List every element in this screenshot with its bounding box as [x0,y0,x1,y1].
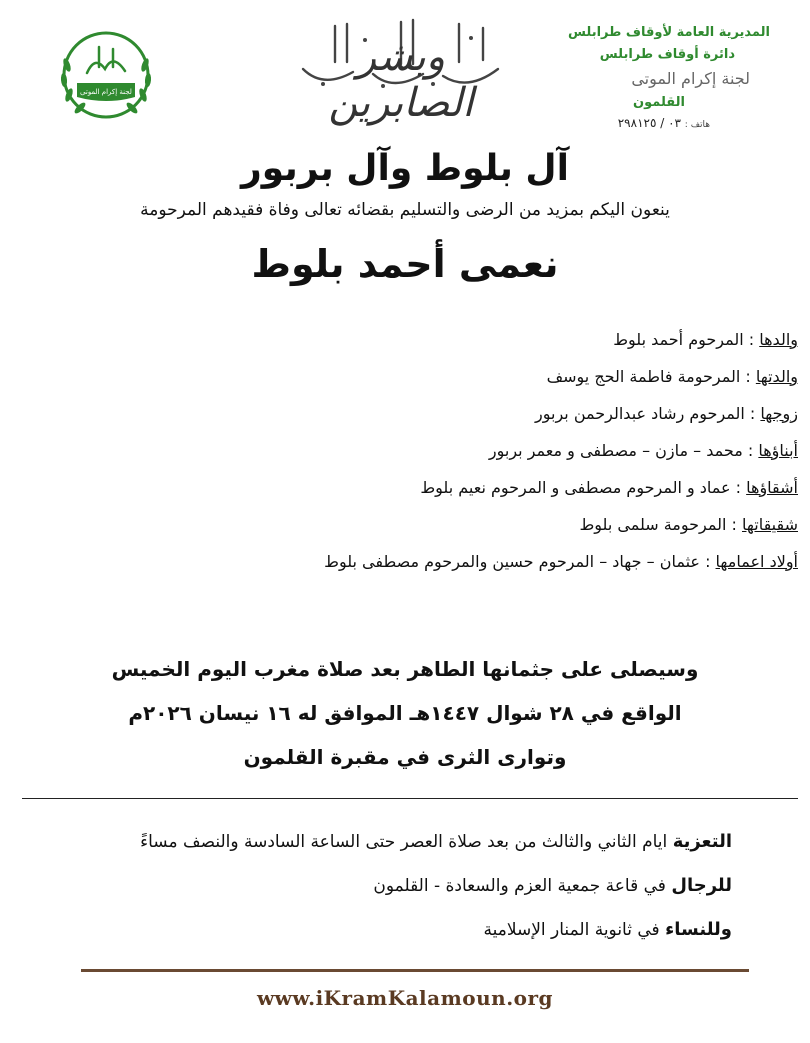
organization-header [540,22,770,134]
relative-value: عماد و المرحوم مصطفى و المرحوم نعيم بلوط [420,478,731,497]
relative-value: المرحومة فاطمة الحج يوسف [546,367,741,386]
funeral-prayer-line: وسيصلى على جثمانها الطاهر بعد صلاة مغرب اليوم الخميس [111,657,699,681]
announcement-intro: ينعون اليكم بمزيد من الرضى والتسليم بقضائه تعالى وفاة فقيدهم المرحومة [140,200,670,220]
family-names: آل بلوط وآل بربور [240,148,570,189]
men-label: للرجال [671,875,732,896]
org-line-town: القلمون [633,95,685,110]
men-place: في قاعة جمعية العزم والسعادة - القلمون [373,876,666,896]
relative-row: شقيقاتها : المرحومة سلمى بلوط [579,515,798,534]
condolence-men [52,872,732,916]
calligraphy-text: وبشر الصابرين [328,34,474,126]
condolence-times-text: ايام الثاني والثالث من بعد صلاة العصر حتى الساعة السادسة والنصف مساءً [140,832,668,852]
org-line-directorate: المديرية العامة لأوقاف طرابلس [568,25,770,40]
relative-label: أشقاؤها [746,478,798,497]
relative-value: المرحوم أحمد بلوط [613,330,744,349]
women-place: في ثانوية المنار الإسلامية [483,920,660,940]
org-line-department: دائرة أوقاف طرابلس [599,47,735,62]
women-label: وللنساء [665,919,732,940]
footer-rule [81,969,749,972]
funeral-date-line: الواقع في ٢٨ شوال ١٤٤٧هـ الموافق له ١٦ نيسان ٢٠٢٦م [128,701,682,725]
condolence-times [52,828,732,872]
relative-row: والدتها : المرحومة فاطمة الحج يوسف [546,367,798,386]
funeral-burial-line: وتوارى الثرى في مقبرة القلمون [243,745,567,769]
phone-line [540,114,710,134]
condolence-title: التعزية [672,831,732,852]
relative-row: زوجها : المرحوم رشاد عبدالرحمن بربور [535,404,798,423]
relatives-list [98,328,798,587]
relative-value: المرحوم رشاد عبدالرحمن بربور [535,404,745,423]
relative-value: المرحومة سلمى بلوط [579,515,727,534]
quran-calligraphy [283,14,519,126]
relative-label: شقيقاتها [742,515,798,534]
relative-row: أولاد اعمامها : عثمان – جهاد – المرحوم حسين والمرحوم مصطفى بلوط [324,552,798,571]
relative-row: أبناؤها : محمد – مازن – مصطفى و معمر بربور [488,441,798,460]
org-line-committee: لجنة إكرام الموتى [631,69,750,88]
relative-label: أولاد اعمامها [715,552,798,571]
relative-row: والدها : المرحوم أحمد بلوط [613,330,798,349]
relative-label: زوجها [760,404,798,423]
committee-logo [55,25,157,125]
condolence-women [52,916,732,960]
phone-value: ٠٣ / ٢٩٨١٢٥ [617,116,681,130]
relative-label: والدتها [755,367,798,386]
relative-row: أشقاؤها : عماد و المرحوم مصطفى و المرحوم نعيم بلوط [420,478,798,497]
relative-label: والدها [759,330,798,349]
wreath-logo-icon [55,25,157,125]
divider [22,798,798,799]
relative-value: محمد – مازن – مصطفى و معمر بربور [488,441,743,460]
website-link[interactable]: www.iKramKalamoun.org [256,986,554,1010]
funeral-details [0,650,810,782]
condolences-section [52,828,732,960]
logo-text: لجنة إكرام الموتى [80,88,132,96]
deceased-name: نعمى أحمد بلوط [251,242,559,286]
relative-value: عثمان – جهاد – المرحوم حسين والمرحوم مصطفى بلوط [324,552,700,571]
relative-label: أبناؤها [758,441,798,460]
phone-label: هاتف : [684,120,710,130]
